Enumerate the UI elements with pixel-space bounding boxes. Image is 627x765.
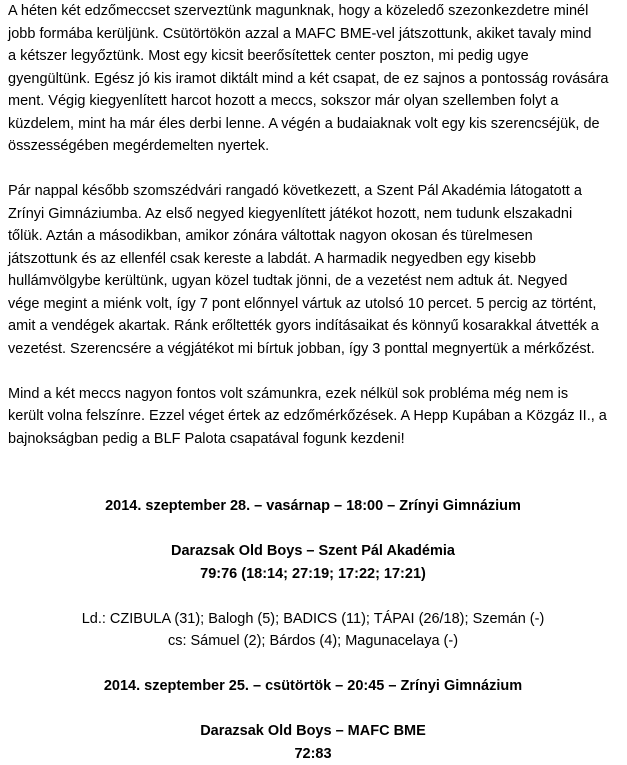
- spacer: [8, 698, 618, 721]
- match-1-roster-line-1: Ld.: CZIBULA (31); Balogh (5); BADICS (11); TÁPAI (26/18); Szemán (-): [8, 608, 618, 631]
- match-1-roster-line-2: cs: Sámuel (2); Bárdos (4); Magunacelaya (-): [8, 630, 618, 653]
- spacer: [8, 473, 618, 496]
- text-line: bajnokságban pedig a BLF Palota csapatával fogunk kezdeni!: [8, 428, 618, 451]
- text-line: vége megint a miénk volt, így 7 pont előnnyel vártuk az utolsó 10 percet. 5 percig az történt,: [8, 293, 618, 316]
- match-2-score: 72:83: [8, 743, 618, 765]
- text-line: a kétszer legyőztünk. Most egy kicsit beerősítettek center poszton, mi pedig ugye: [8, 45, 618, 68]
- text-line: küzdelem, mint ha már éles derbi lenne. A végén a budaiaknak volt egy kis szerencséjük, de: [8, 113, 618, 136]
- text-line: játszottunk és az ellenfél csak kereste a labdát. A harmadik negyedben egy kisebb: [8, 248, 618, 271]
- text-line: vezetést. Szerencsére a végjátékot mi bírtuk jobban, így 3 ponttal megnyertük a mérkőzést.: [8, 338, 618, 361]
- match-1-block: [8, 495, 618, 653]
- match-1-score: 79:76 (18:14; 27:19; 17:22; 17:21): [8, 563, 618, 586]
- text-line: gyengültünk. Egész jó kis iramot diktált mind a két csapat, de ez sajnos a pontosság rovására: [8, 68, 618, 91]
- match-2-header: 2014. szeptember 25. – csütörtök – 20:45 – Zrínyi Gimnázium: [8, 675, 618, 698]
- text-line: ment. Végig kiegyenlített harcot hozott a meccs, sokszor már olyan szellemben folyt a: [8, 90, 618, 113]
- text-line: Pár nappal később szomszédvári rangadó következett, a Szent Pál Akadémia látogatott a: [8, 180, 618, 203]
- text-line: összességében megérdemelten nyertek.: [8, 135, 618, 158]
- spacer: [8, 518, 618, 541]
- text-line: amit a vendégek akartak. Ránk erőltették gyors indításaikat és könnyű kosarakkal átvették a: [8, 315, 618, 338]
- match-2-teams: Darazsak Old Boys – MAFC BME: [8, 720, 618, 743]
- text-line: Mind a két meccs nagyon fontos volt számunkra, ezek nélkül sok probléma még nem is: [8, 383, 618, 406]
- match-2-block: [8, 675, 618, 765]
- match-1-teams: Darazsak Old Boys – Szent Pál Akadémia: [8, 540, 618, 563]
- text-line: tőlük. Aztán a másodikban, amikor zónára váltottak nagyon okosan és türelmesen: [8, 225, 618, 248]
- spacer: [8, 585, 618, 608]
- paragraph-2: [8, 180, 618, 360]
- paragraph-3: [8, 383, 618, 451]
- text-line: hullámvölgybe kerültünk, ugyan közel tudtak jönni, de a vezetést nem adtuk át. Negyed: [8, 270, 618, 293]
- text-line: jobb formába kerüljünk. Csütörtökön azzal a MAFC BME-vel játszottunk, akiket tavaly mind: [8, 23, 618, 46]
- text-line: A héten két edzőmeccset szerveztünk magunknak, hogy a közeledő szezonkezdetre minél: [8, 0, 618, 23]
- spacer: [8, 653, 618, 676]
- match-1-header: 2014. szeptember 28. – vasárnap – 18:00 – Zrínyi Gimnázium: [8, 495, 618, 518]
- text-line: Zrínyi Gimnáziumba. Az első negyed kiegyenlített játékot hozott, nem tudunk elszakadni: [8, 203, 618, 226]
- text-line: került volna felszínre. Ezzel véget értek az edzőmérkőzések. A Hepp Kupában a Közgáz II., a: [8, 405, 618, 428]
- paragraph-1: [8, 0, 618, 158]
- article: [8, 0, 618, 765]
